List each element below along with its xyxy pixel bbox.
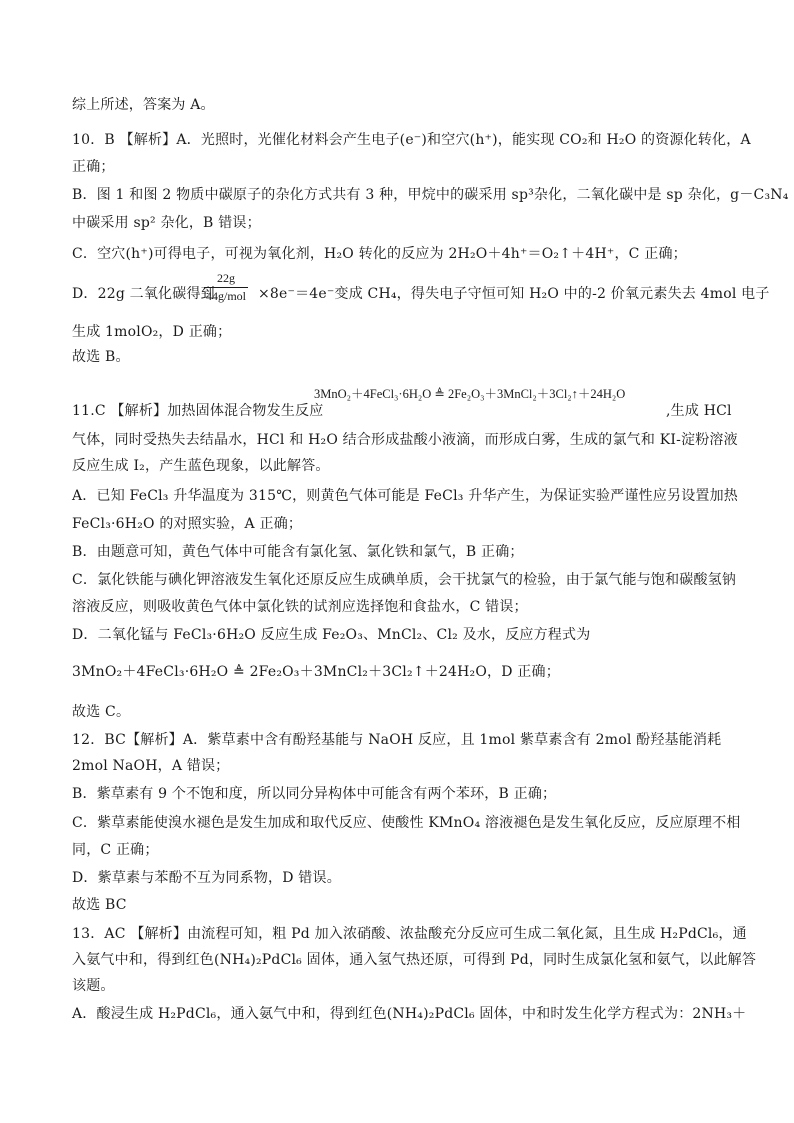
q12-line-2: 2mol NaOH，A 错误；: [72, 758, 230, 774]
q11-line-3: 反应生成 I₂，产生蓝色现象，以此解答。: [72, 458, 330, 474]
q10-line-5: C．空穴(h⁺)可得电子，可视为氧化剂，H₂O 转化的反应为 2H₂O＋4h⁺＝O₂↑＋4H⁺，C 正确；: [72, 246, 687, 262]
fraction-numerator: 22g: [217, 271, 235, 285]
q10-answer: 故选 B。: [72, 349, 130, 365]
q11-line-1-tail: ,生成 HCl: [666, 403, 732, 419]
q11-line-5: FeCl₃·6H₂O 的对照实验，A 正确；: [72, 516, 303, 532]
q11-line-8: 溶液反应，则吸收黄色气体中氯化铁的试剂应选择饱和食盐水，C 错误；: [72, 599, 528, 615]
q11-equation: 3MnO₂＋4FeCl₃·6H₂O ≜ 2Fe₂O₃＋3MnCl₂＋3Cl₂↑＋24H₂O: [314, 387, 626, 401]
conclusion-line: 综上所述，答案为 A。: [72, 97, 215, 113]
q11-line-10: 3MnO₂＋4FeCl₃·6H₂O ≜ 2Fe₂O₃＋3MnCl₂＋3Cl₂↑＋24H₂O，D 正确；: [72, 664, 560, 680]
q11-line-4: A．已知 FeCl₃ 升华温度为 315℃，则黄色气体可能是 FeCl₃ 升华产生，为保证实验严谨性应另设置加热: [72, 488, 739, 504]
q12-answer: 故选 BC: [72, 897, 127, 913]
q10-line-1: 10．B 【解析】A．光照时，光催化材料会产生电子(e⁻)和空穴(h⁺)，能实现 CO₂和 H₂O 的资源化转化，A: [72, 132, 751, 148]
q12-line-6: D．紫草素与苯酚不互为同系物，D 错误。: [72, 870, 341, 886]
q12-line-4: C．紫草素能使溴水褪色是发生加成和取代反应、使酸性 KMnO₄ 溶液褪色是发生氧化反应，反应原理不相: [72, 815, 741, 831]
q11-line-2: 气体，同时受热失去结晶水，HCl 和 H₂O 结合形成盐酸小液滴，而形成白雾，生成的氯气和 KI-淀粉溶液: [72, 432, 738, 448]
q13-line-1: 13．AC 【解析】由流程可知，粗 Pd 加入浓硝酸、浓盐酸充分反应可生成二氧化氮，且生成 H₂PdCl₆，通: [72, 926, 747, 942]
q10-line-6b: ×8e⁻＝4e⁻变成 CH₄，得失电子守恒可知 H₂O 中的-2 价氧元素失去 4mol 电子: [258, 286, 770, 302]
q10-line-2: 正确；: [72, 159, 115, 175]
q10-line-3: B．图 1 和图 2 物质中碳原子的杂化方式共有 3 种，甲烷中的碳采用 sp³杂化，二氧化碳中是 sp 杂化，g－C₃N₄: [72, 187, 789, 203]
q11-answer: 故选 C。: [72, 704, 131, 720]
q10-line-4: 中碳采用 sp² 杂化，B 错误；: [72, 215, 261, 231]
q11-line-1: 11.C 【解析】加热固体混合物发生反应: [72, 403, 324, 419]
q10-line-6a: D．22g 二氧化碳得到: [72, 286, 215, 302]
q13-line-2: 入氨气中和，得到红色(NH₄)₂PdCl₆ 固体，通入氢气热还原，可得到 Pd，同时生成氯化氢和氨气，以此解答: [72, 952, 757, 968]
fraction-22g-44gmol: [204, 271, 248, 304]
q11-line-6: B．由题意可知，黄色气体中可能含有氯化氢、氯化铁和氯气，B 正确；: [72, 544, 524, 560]
q13-line-4: A．酸浸生成 H₂PdCl₆，通入氨气中和，得到红色(NH₄)₂PdCl₆ 固体，中和时发生化学方程式为：2NH₃＋: [72, 1006, 747, 1022]
q11-line-9: D．二氧化锰与 FeCl₃·6H₂O 反应生成 Fe₂O₃、MnCl₂、Cl₂ 及水，反应方程式为: [72, 627, 591, 643]
q12-line-5: 同，C 正确；: [72, 842, 159, 858]
q12-line-3: B．紫草素有 9 个不饱和度，所以同分异构体中可能含有两个苯环，B 正确；: [72, 786, 557, 802]
q13-line-3: 该题。: [72, 978, 115, 994]
fraction-denominator: 44g/mol: [206, 289, 247, 303]
q11-line-7: C．氯化铁能与碘化钾溶液发生氧化还原反应生成碘单质，会干扰氯气的检验，由于氯气能与饱和碳酸氢钠: [72, 572, 737, 588]
fraction-bar: [204, 287, 248, 288]
q12-line-1: 12．BC【解析】A．紫草素中含有酚羟基能与 NaOH 反应，且 1mol 紫草素含有 2mol 酚羟基能消耗: [72, 732, 722, 748]
q10-line-7: 生成 1molO₂，D 正确；: [72, 324, 232, 340]
